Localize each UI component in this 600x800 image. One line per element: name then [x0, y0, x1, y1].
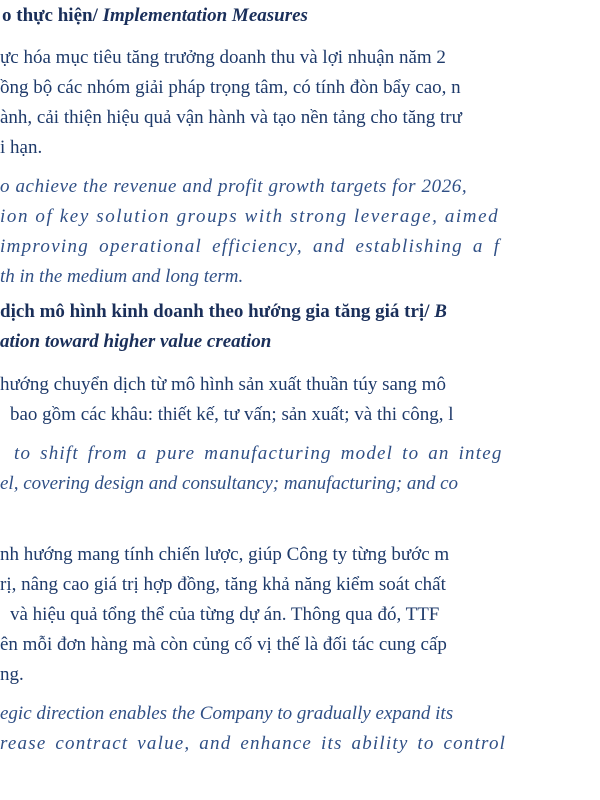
para-1-en-line-4: th in the medium and long term. [0, 266, 244, 287]
heading-2-vi: dịch mô hình kinh doanh theo hướng gia tăng giá trị/ [0, 301, 435, 322]
para-3-en-line-2: rease contract value, and enhance its ability to control [0, 733, 507, 754]
para-1-vi-line-2: ồng bộ các nhóm giải pháp trọng tâm, có tính đòn bẩy cao, n [0, 77, 461, 98]
para-1-en-line-3: improving operational efficiency, and establishing a f [0, 236, 501, 257]
para-3-vi-line-5: ng. [0, 664, 24, 685]
para-3-vi-line-2: rị, nâng cao giá trị hợp đồng, tăng khả năng kiểm soát chất [0, 574, 446, 595]
section-heading-business-model [0, 300, 447, 324]
para-3-vi-line-4: ên mỗi đơn hàng mà còn củng cố vị thế là đối tác cung cấp [0, 634, 447, 655]
section-heading-implementation-measures [2, 4, 308, 28]
para-2-vi-line-2: bao gồm các khâu: thiết kế, tư vấn; sản xuất; và thi công, l [10, 404, 454, 425]
section-heading-business-model-line-2 [0, 330, 271, 354]
para-2-en-line-1: to shift from a pure manufacturing model to an integ [14, 443, 503, 464]
heading-2-en: ation toward higher value creation [0, 331, 272, 352]
heading-2-en-start: B [434, 301, 447, 322]
para-3-vi-line-1: nh hướng mang tính chiến lược, giúp Công ty từng bước m [0, 544, 450, 565]
para-3-en-line-1: egic direction enables the Company to gradually expand its [0, 703, 454, 724]
para-2-en-line-2: el, covering design and consultancy; manufacturing; and co [0, 473, 459, 494]
para-1-en-line-1: o achieve the revenue and profit growth targets for 2026, [0, 176, 468, 197]
para-1-vi-line-4: i hạn. [0, 137, 43, 158]
para-1-en-line-2: ion of key solution groups with strong leverage, aimed [0, 206, 500, 227]
para-2-vi-line-1: hướng chuyển dịch từ mô hình sản xuất thuần túy sang mô [0, 374, 446, 395]
heading-1-vi: o thực hiện/ [2, 5, 103, 26]
para-1-vi-line-1: ực hóa mục tiêu tăng trưởng doanh thu và lợi nhuận năm 2 [0, 47, 446, 68]
heading-1-en: Implementation Measures [102, 5, 308, 26]
para-3-vi-line-3: và hiệu quả tổng thể của từng dự án. Thông qua đó, TTF [10, 604, 440, 625]
para-1-vi-line-3: ành, cải thiện hiệu quả vận hành và tạo nền tảng cho tăng trư [0, 107, 462, 128]
